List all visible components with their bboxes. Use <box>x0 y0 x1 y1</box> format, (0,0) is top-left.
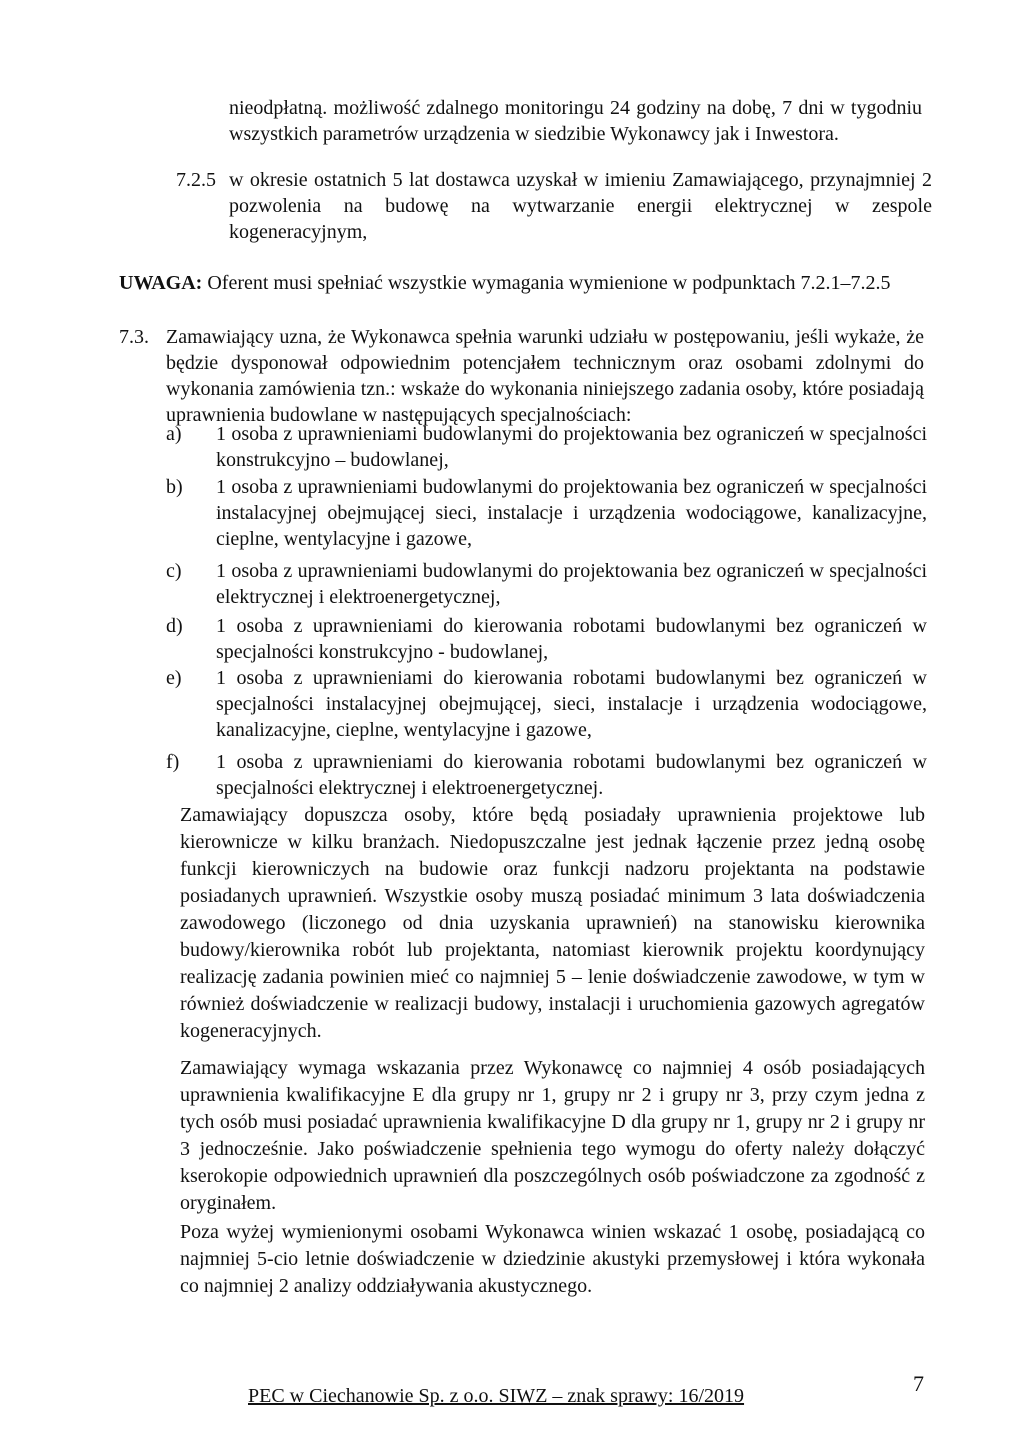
list-item-a-text: 1 osoba z uprawnieniami budowlanymi do projektowania bez ograniczeń w specjalności konstrukcyjno – budowlanej, <box>216 423 927 471</box>
list-item-e-label: e) <box>166 667 182 689</box>
note-line <box>119 270 891 296</box>
continuation-paragraph: nieodpłatną. możliwość zdalnego monitoringu 24 godziny na dobę, 7 dni w tygodniu wszystkich parametrów urządzenia w siedzibie Wykonawcy jak i Inwestora. <box>229 97 922 145</box>
paragraph-qualifications: Zamawiający dopuszcza osoby, które będą posiadały uprawnienia projektowe lub kierownicze w kilku branżach. Niedopuszczalne jest jednak łączenie przez jedną osobę funkcji kierowniczych na budowie oraz funkcji nadzoru projektanta na podstawie posiadanych uprawnień. Wszystkie osoby muszą posiadać minimum 3 lata doświadczenia zawodowego (liczonego od dnia uzyskania uprawnień) na stanowisku kierownika budowy/kierownika robót lub projektanta, natomiast kierownik projektu koordynujący realizację zadania powinien mieć co najmniej 5 – lenie doświadczenie zawodowe, w tym w również doświadczenie w realizacji budowy, instalacji i uruchomienia gazowych agregatów kogeneracyjnych. <box>180 804 925 1042</box>
list-item-f-label: f) <box>166 751 180 773</box>
list-item-a-label: a) <box>166 423 182 445</box>
list-item-d-label: d) <box>166 615 183 637</box>
list-item-e-text: 1 osoba z uprawnieniami do kierowania robotami budowlanymi bez ograniczeń w specjalności instalacyjnej obejmującej, sieci, instalacje i urządzenia wodociągowe, kanalizacyjne, cieplne, wentylacyjne i gazowe, <box>216 667 927 741</box>
list-item-c-text: 1 osoba z uprawnieniami budowlanymi do projektowania bez ograniczeń w specjalności elektrycznej i elektroenergetycznej, <box>216 560 927 608</box>
section-number-7-2-5: 7.2.5 <box>176 169 216 191</box>
section-number-7-3: 7.3. <box>119 326 149 348</box>
list-item-f-text: 1 osoba z uprawnieniami do kierowania robotami budowlanymi bez ograniczeń w specjalności elektrycznej i elektroenergetycznej. <box>216 751 927 799</box>
paragraph-electrical-qualifications: Zamawiający wymaga wskazania przez Wykonawcę co najmniej 4 osób posiadających uprawnienia kwalifikacyjne E dla grupy nr 1, grupy nr 2 i grupy nr 3, przy czym jedna z tych osób musi posiadać uprawnienia kwalifikacyjne D dla grupy nr 1, grupy nr 2 i grupy nr 3 jednocześnie. Jako poświadczenie spełnienia tego wymogu do oferty należy dołączyć kserokopie odpowiednich uprawnień dla poszczególnych osób poświadczone za zgodność z oryginałem. <box>180 1057 925 1214</box>
page-footer: PEC w Ciechanowie Sp. z o.o. SIWZ – znak sprawy: 16/2019 <box>248 1385 745 1407</box>
page-number: 7 <box>913 1371 924 1396</box>
note-text: Oferent musi spełniać wszystkie wymagania wymienione w podpunktach 7.2.1–7.2.5 <box>202 272 891 294</box>
section-7-3-text: Zamawiający uzna, że Wykonawca spełnia warunki udziału w postępowaniu, jeśli wykaże, że będzie dysponował odpowiednim potencjałem technicznym oraz osobami zdolnymi do wykonania zamówienia tzn.: wskaże do wykonania niniejszego zadania osoby, które posiadają uprawnienia budowlane w następujących specjalnościach: <box>166 326 924 426</box>
list-item-b-label: b) <box>166 476 183 498</box>
note-label: UWAGA: <box>119 272 203 294</box>
section-7-2-5-text: w okresie ostatnich 5 lat dostawca uzyskał w imieniu Zamawiającego, przynajmniej 2 pozwolenia na budowę na wytwarzanie energii elektrycznej w zespole kogeneracyjnym, <box>229 169 932 243</box>
list-item-b-text: 1 osoba z uprawnieniami budowlanymi do projektowania bez ograniczeń w specjalności instalacyjnej obejmującej sieci, instalacje i urządzenia wodociągowe, kanalizacyjne, cieplne, wentylacyjne i gazowe, <box>216 476 927 550</box>
list-item-d-text: 1 osoba z uprawnieniami do kierowania robotami budowlanymi bez ograniczeń w specjalności konstrukcyjno - budowlanej, <box>216 615 927 663</box>
list-item-c-label: c) <box>166 560 182 582</box>
paragraph-acoustics: Poza wyżej wymienionymi osobami Wykonawca winien wskazać 1 osobę, posiadającą co najmniej 5-cio letnie doświadczenie w dziedzinie akustyki przemysłowej i która wykonała co najmniej 2 analizy oddziaływania akustycznego. <box>180 1221 925 1297</box>
